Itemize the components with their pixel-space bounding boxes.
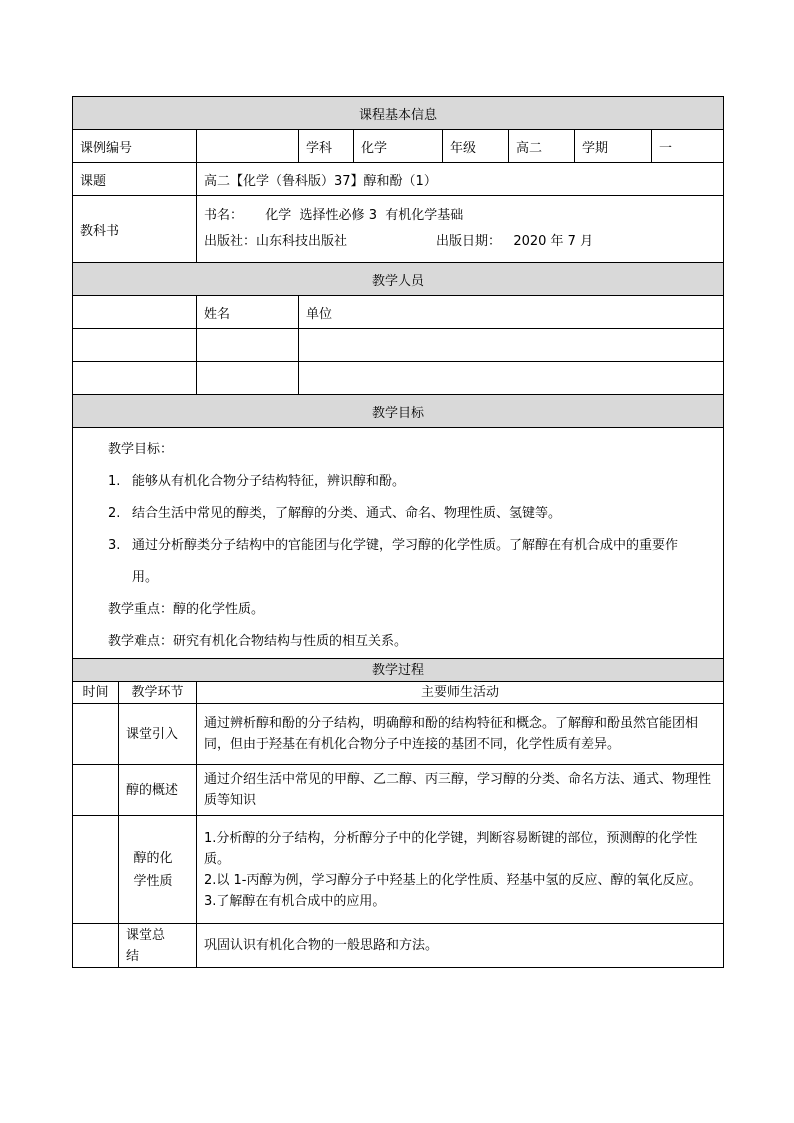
subject-value: 化学 [354, 130, 443, 163]
case-no-value [197, 130, 299, 163]
staff-cell [299, 362, 724, 395]
process-stage-text: 课堂总结 [126, 927, 166, 964]
textbook-row [73, 196, 724, 263]
activity-line: 2.以 1-丙醇为例，学习醇分子中羟基上的化学性质、羟基中氢的反应、醇的氧化反应。 [204, 872, 702, 888]
staff-col-unit: 单位 [299, 296, 724, 329]
process-header-row [73, 659, 724, 682]
activity-line: 1.分析醇的分子结构，分析醇分子中的化学键，判断容易断键的部位，预测醇的化学性质。 [204, 830, 698, 867]
activity-line: 3.了解醇在有机合成中的应用。 [204, 893, 386, 909]
section-title-basic-info: 课程基本信息 [73, 97, 724, 130]
book-name-value: 化学 选择性必修 3 有机化学基础 [265, 208, 464, 223]
process-table [72, 658, 724, 968]
publisher-value: 山东科技出版社 [256, 234, 348, 249]
goal-number: 3. [108, 538, 121, 553]
goal-number: 1. [108, 474, 121, 489]
key-point: 教学重点：醇的化学性质。 [108, 602, 265, 617]
basic-info-row [73, 130, 724, 163]
staff-row [73, 329, 724, 362]
section-title-goals: 教学目标 [73, 395, 724, 428]
section-title-staff: 教学人员 [73, 263, 724, 296]
process-row [73, 765, 724, 816]
process-time [73, 924, 119, 968]
staff-cell [299, 329, 724, 362]
staff-row [73, 362, 724, 395]
process-stage: 醇的概述 [119, 765, 197, 816]
goal-item [73, 466, 723, 498]
book-name-label: 书名： [204, 208, 244, 223]
textbook-label: 教科书 [73, 196, 197, 263]
staff-header-row [73, 263, 724, 296]
book-name-line [204, 203, 723, 229]
col-stage: 教学环节 [119, 682, 197, 704]
process-stage [119, 924, 197, 968]
grade-value: 高二 [509, 130, 575, 163]
staff-columns-row [73, 296, 724, 329]
staff-empty-cell [73, 296, 197, 329]
term-value: 一 [652, 130, 724, 163]
process-stage [119, 816, 197, 924]
process-activity: 巩固认识有机化合物的一般思路和方法。 [197, 924, 724, 968]
goal-text: 能够从有机化合物分子结构特征，辨识醇和酚。 [132, 474, 406, 489]
goals-label: 教学目标： [108, 442, 174, 457]
goal-number: 2. [108, 506, 121, 521]
course-info-table [72, 96, 724, 661]
section-title-process: 教学过程 [73, 659, 724, 682]
process-time [73, 765, 119, 816]
process-stage: 课堂引入 [119, 704, 197, 765]
topic-value: 高二【化学（鲁科版）37】醇和酚（1） [197, 163, 724, 196]
goal-item-continuation: 用。 [132, 570, 159, 585]
staff-cell [73, 329, 197, 362]
process-time [73, 816, 119, 924]
textbook-info [197, 196, 724, 263]
case-no-label: 课例编号 [73, 130, 197, 163]
staff-cell [73, 362, 197, 395]
goals-row [73, 428, 724, 661]
pubdate-value: 2020 年 7 月 [513, 234, 594, 249]
staff-cell [197, 329, 299, 362]
process-row [73, 816, 724, 924]
process-row [73, 704, 724, 765]
process-row [73, 924, 724, 968]
goal-text: 结合生活中常见的醇类，了解醇的分类、通式、命名、物理性质、氢键等。 [132, 506, 562, 521]
staff-cell [197, 362, 299, 395]
col-activity: 主要师生活动 [197, 682, 724, 704]
process-activity: 通过介绍生活中常见的甲醇、乙二醇、丙三醇，学习醇的分类、命名方法、通式、物理性质等知识 [197, 765, 724, 816]
basic-info-header-row [73, 97, 724, 130]
topic-row [73, 163, 724, 196]
process-time [73, 704, 119, 765]
process-activity [197, 816, 724, 924]
goals-content [73, 428, 724, 661]
publisher-line [204, 229, 723, 255]
col-time: 时间 [73, 682, 119, 704]
staff-col-name: 姓名 [197, 296, 299, 329]
subject-label: 学科 [299, 130, 354, 163]
goal-item [73, 530, 723, 562]
process-activity: 通过辨析醇和酚的分子结构，明确醇和酚的结构特征和概念。了解醇和酚虽然官能团相同，但由于羟基在有机化合物分子中连接的基团不同，化学性质有差异。 [197, 704, 724, 765]
process-stage-text: 醇的化学性质 [133, 850, 173, 889]
term-label: 学期 [575, 130, 652, 163]
goals-header-row [73, 395, 724, 428]
process-columns-row [73, 682, 724, 704]
difficulty: 教学难点：研究有机化合物结构与性质的相互关系。 [108, 634, 408, 649]
pubdate-label: 出版日期： [436, 234, 502, 249]
goal-item [73, 498, 723, 530]
goal-text: 通过分析醇类分子结构中的官能团与化学键，学习醇的化学性质。了解醇在有机合成中的重要作 [132, 538, 679, 553]
publisher-label: 出版社： [204, 234, 257, 249]
topic-label: 课题 [73, 163, 197, 196]
grade-label: 年级 [443, 130, 509, 163]
